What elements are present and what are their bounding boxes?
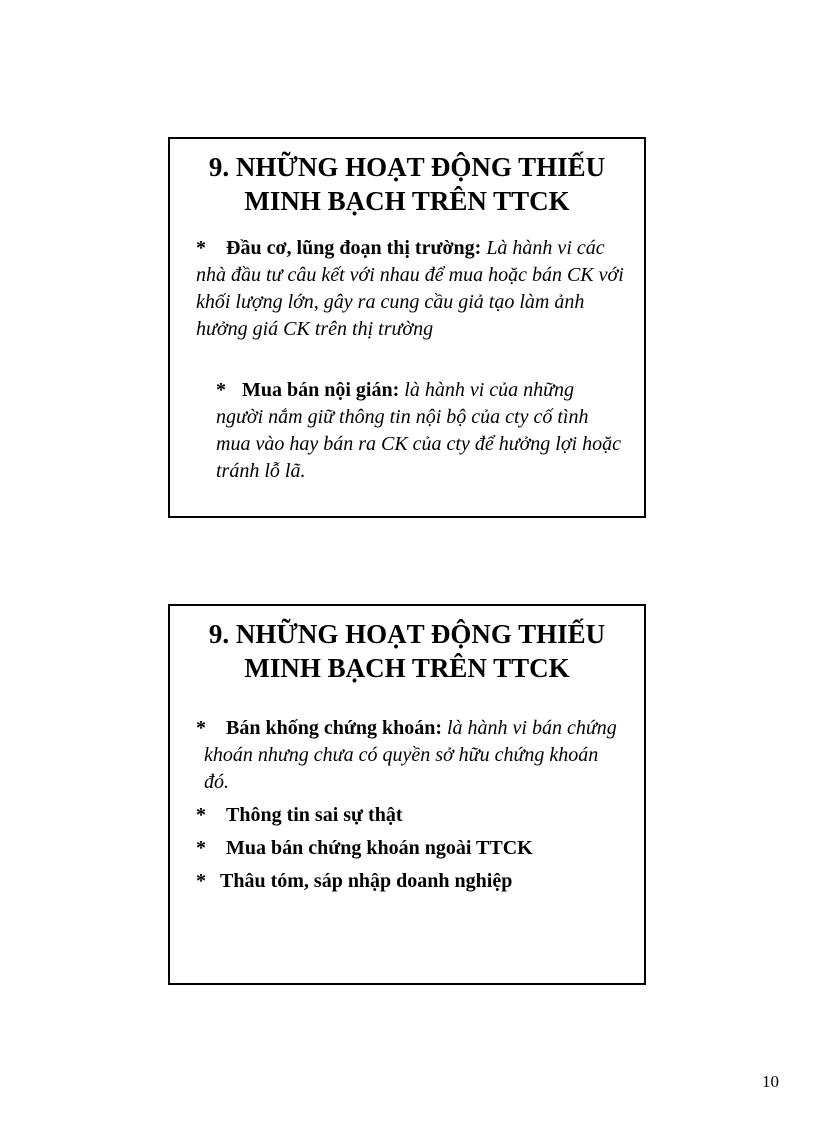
slide-title [170,606,644,685]
slide-title-line-2: MINH BẠCH TRÊN TTCK [244,653,570,683]
bullet-term: Bán khống chứng khoán: [226,717,442,739]
bullet-body [216,377,624,485]
bullet-body [196,868,628,895]
bullet-speculation [196,235,632,343]
bullet-false-information [196,802,628,829]
bullet-body [196,835,628,862]
bullet-term: Thông tin sai sự thật [226,804,403,826]
bullet-description: là hành vi của những người nắm giữ thông tin nội bộ của cty cố tình mua vào hay bán ra CK của cty để hưởng lợi hoặc tránh lỗ lã. [216,379,621,482]
bullet-marker: * [196,717,206,739]
bullet-description: Là hành vi các nhà đầu tư câu kết với nhau để mua hoặc bán CK với khối lượng lớn, gây ra cung cầu giả tạo làm ảnh hưởng giá CK trên thị trường [196,237,624,340]
bullet-marker: * [196,837,206,859]
bullet-list [196,715,628,895]
bullet-term: Mua bán nội gián: [242,379,400,401]
bullet-term: Đầu cơ, lũng đoạn thị trường: [226,237,482,259]
bullet-short-selling [196,715,628,796]
bullet-marker: * [196,870,206,892]
bullet-body [196,715,628,796]
bullet-body [196,802,628,829]
bullet-marker: * [196,804,206,826]
bullet-term: Mua bán chứng khoán ngoài TTCK [226,837,533,859]
bullet-insider-trading [216,377,624,485]
slide-title [170,139,644,218]
bullet-marker: * [216,379,226,401]
page-number: 10 [762,1072,779,1091]
slide-1 [168,137,646,518]
slide-title-line-1: 9. NHỮNG HOẠT ĐỘNG THIẾU [208,619,606,649]
bullet-term: Thâu tóm, sáp nhập doanh nghiệp [220,870,513,892]
bullet-otc-trading [196,835,628,862]
slide-title-line-1: 9. NHỮNG HOẠT ĐỘNG THIẾU [208,152,606,182]
slide-title-line-2: MINH BẠCH TRÊN TTCK [244,186,570,216]
slide-2 [168,604,646,985]
bullet-marker: * [196,237,206,259]
bullet-body [196,235,632,343]
bullet-description: là hành vi bán chứng khoán nhưng chưa có quyền sở hữu chứng khoán đó. [204,717,617,793]
bullet-mergers-acquisitions [196,868,628,895]
